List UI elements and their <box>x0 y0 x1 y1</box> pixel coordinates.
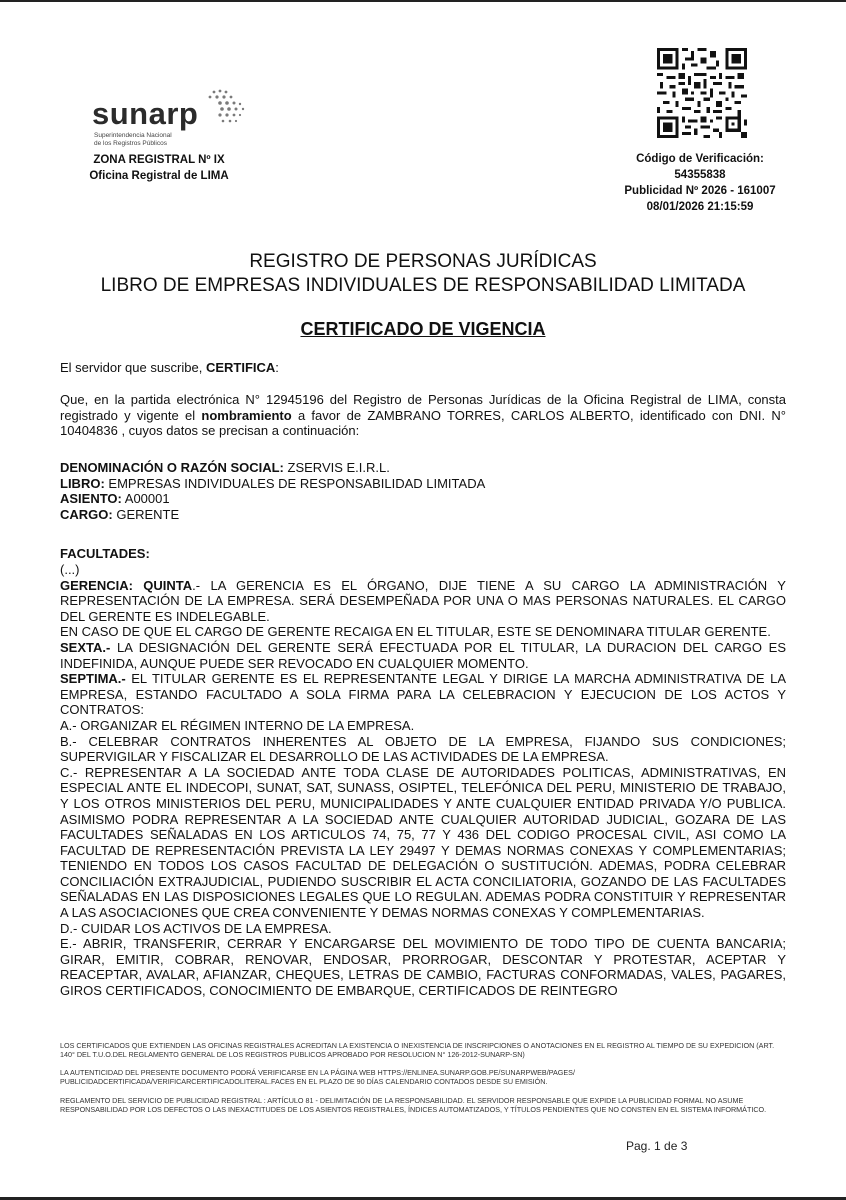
logo-subtitle-1: Superintendencia Nacional <box>94 132 172 139</box>
gerencia-text: .- LA GERENCIA ES EL ÓRGANO, DIJE TIENE A SU CARGO LA ADMINISTRACIÓN Y REPRESENTACIÓN DE LA EMPRESA. SERÁ DESEMPEÑADA POR UNA O MAS PERSONAS NATURALES. EL CARGO DEL GERENTE ES INDELEGABLE. <box>60 577 786 624</box>
field-cargo <box>60 507 786 523</box>
logo-dots-icon <box>200 88 248 128</box>
intro-end: : <box>275 360 279 375</box>
clause-d: D.- CUIDAR LOS ACTIVOS DE LA EMPRESA. <box>60 920 332 936</box>
certificate-title: CERTIFICADO DE VIGENCIA <box>300 319 546 339</box>
facultades-ellipsis: (...) <box>60 562 80 577</box>
zona-label: ZONA REGISTRAL Nº IX <box>93 154 225 166</box>
fields-list <box>60 460 786 522</box>
septima-label: SEPTIMA.- <box>60 671 126 687</box>
septima-text: EL TITULAR GERENTE ES EL REPRESENTANTE LEGAL Y DIRIGE LA MARCHA ADMINISTRATIVA DE LA EMPRESA, ESTANDO FACULTADO A SOLA FIRMA PARA LA CELEBRACION Y EJECUCION DE LOS ACTOS Y CONTRATOS: <box>60 671 786 718</box>
verification-block <box>590 151 810 215</box>
clause-c: C.- REPRESENTAR A LA SOCIEDAD ANTE TODA CLASE DE AUTORIDADES POLITICAS, ADMINISTRATIVAS, EN ESPECIAL ANTE EL INDECOPI, SUNAT, SAT, SUNASS, OSIPTEL, TELEFÓNICA DEL PERU, MINISTERIO DE TRABAJO, Y LOS OTROS MINISTERIOS DEL PERU, MUNICIPALIDADES Y ANTE CUALQUIER ENTIDAD PRIVADA Y/O PUBLICA. ASIMISMO PODRA REPRESENTAR A LA SOCIEDAD ANTE CUALQUIER AUTORIDAD JUDICIAL, GOZARA DE LAS FACULTADES SEÑALADAS EN LOS ARTICULOS 74, 75, 77 Y 436 DEL CODIGO PROCESAL CIVIL, ASI COMO LA FACULTAD DE REPRESENTACIÓN PREVISTA LA LEY 29497 Y DEMAS NORMAS CONEXAS Y COMPLEMENTARIAS; TENIENDO EN TODOS LOS CASOS FACULTAD DE DELEGACIÓN O SUSTITUCIÓN. ADEMAS, PODRA CELEBRAR CONCILIACIÓN EXTRAJUDICIAL, PUDIENDO SUSCRIBIR EL ACTA CONCILIATORIA, GOZANDO DE LAS FACULTADES SEÑALADAS EN LAS DISPOSICIONES LEGALES QUE LO REGULAN. ADEMAS PODRA CONSTITUIR Y REPRESENTAR A LAS ASOCIACIONES QUE CREA CONVENIENTE Y DEMAS NORMAS CONEXAS Y COMPLEMENTARIAS. <box>60 764 786 921</box>
codigo-value: 54355838 <box>674 169 726 181</box>
field-value: EMPRESAS INDIVIDUALES DE RESPONSABILIDAD LIMITADA <box>104 475 486 491</box>
field-value: ZSERVIS E.I.R.L. <box>283 460 390 475</box>
registry-zone <box>50 152 268 184</box>
titular-clause: EN CASO DE QUE EL CARGO DE GERENTE RECAIGA EN EL TITULAR, ESTE SE DENOMINARA TITULAR GERENTE. <box>60 624 771 640</box>
field-label: ASIENTO: <box>60 491 122 507</box>
footer-note-3: REGLAMENTO DEL SERVICIO DE PUBLICIDAD REGISTRAL : ARTÍCULO 81 - DELIMITACIÓN DE LA RESPONSABILIDAD. EL SERVIDOR RESPONSABLE QUE EXPIDE LA PUBLICIDAD FORMAL NO ASUME RESPONSABILIDAD POR LOS DEFECTOS O LAS INEXACTITUDES DE LOS ASIENTOS REGISTRALES, ÍNDICES AUTOMATIZADOS, Y TÍTULOS PENDIENTES QUE NO CONSTEN EN EL SISTEMA INFORMÁTICO. <box>60 1096 767 1114</box>
field-label: LIBRO: <box>60 475 105 491</box>
sexta-clause <box>60 640 786 671</box>
intro-text: El servidor que suscribe, <box>60 360 206 375</box>
book-title: LIBRO DE EMPRESAS INDIVIDUALES DE RESPONSABILIDAD LIMITADA <box>100 275 746 296</box>
field-label: DENOMINACIÓN O RAZÓN SOCIAL: <box>60 460 284 475</box>
intro-paragraph <box>60 360 786 376</box>
que-text-2: a favor de ZAMBRANO TORRES, CARLOS ALBERTO, identificado con DNI. N° 10404836 , cuyos datos se precisan a continuación: <box>60 407 786 439</box>
field-label: CARGO: <box>60 506 113 522</box>
logo-subtitle-2: de los Registros Públicos <box>94 140 167 147</box>
que-bold: nombramiento <box>201 407 292 423</box>
sexta-label: SEXTA.- <box>60 639 111 655</box>
clause-e: E.- ABRIR, TRANSFERIR, CERRAR Y ENCARGARSE DEL MOVIMIENTO DE TODO TIPO DE CUENTA BANCARIA; GIRAR, EMITIR, COBRAR, RENOVAR, ENDOSAR, PRORROGAR, DESCONTAR Y PROTESTAR, ACEPTAR Y REACEPTAR, AVALAR, AFIANZAR, CHEQUES, LETRAS DE CAMBIO, FACTURAS CONFORMADAS, VALES, PAGARES, GIROS CERTIFICADOS, CONOCIMIENTO DE EMBARQUE, CERTIFICADOS DE REINTEGRO <box>60 936 786 999</box>
oficina-label: Oficina Registral de LIMA <box>89 170 229 182</box>
clause-a: A.- ORGANIZAR EL RÉGIMEN INTERNO DE LA EMPRESA. <box>60 717 415 733</box>
que-text-1: Que, en la partida electrónica N° 12945196 del Registro de Personas Jurídicas de la Oficina Registral de LIMA, consta registrado y vigente el <box>60 392 786 423</box>
registry-title: REGISTRO DE PERSONAS JURÍDICAS <box>249 251 597 272</box>
codigo-label: Código de Verificación: <box>636 153 764 165</box>
field-value: GERENTE <box>112 506 180 522</box>
field-razon-social <box>60 460 786 476</box>
septima-clause <box>60 671 786 718</box>
sexta-text: LA DESIGNACIÓN DEL GERENTE SERÁ EFECTUADA POR EL TITULAR, LA DURACION DEL CARGO ES INDEFINIDA, AUNQUE PUEDE SER REVOCADO EN CUALQUIER MOMENTO. <box>60 639 786 671</box>
intro-bold: CERTIFICA <box>205 360 276 375</box>
field-libro <box>60 476 786 492</box>
field-asiento <box>60 491 786 507</box>
clause-b: B.- CELEBRAR CONTRATOS INHERENTES AL OBJETO DE LA EMPRESA, FIJANDO SUS CONDICIONES; SUPERVIGILAR Y FISCALIZAR EL DESARROLLO DE LAS ACTIVIDADES DE LA EMPRESA. <box>60 733 786 765</box>
gerencia-clause <box>60 578 786 625</box>
facultades-heading: FACULTADES: <box>60 546 150 561</box>
issue-datetime: 08/01/2026 21:15:59 <box>646 201 754 213</box>
top-border <box>0 0 846 2</box>
facultades-body <box>60 562 786 999</box>
page-number: Pag. 1 de 3 <box>626 1139 688 1153</box>
gerencia-label: GERENCIA: QUINTA <box>60 577 193 593</box>
logo-wordmark: sunarp <box>92 96 199 131</box>
field-value: A00001 <box>121 491 170 507</box>
qr-code-icon <box>657 48 747 138</box>
footer-note-1: LOS CERTIFICADOS QUE EXTIENDEN LAS OFICINAS REGISTRALES ACREDITAN LA EXISTENCIA O INEXISTENCIA DE INSCRIPCIONES O ANOTACIONES EN EL REGISTRO AL TIEMPO DE SU EXPEDICION (ART. 140° DEL T.U.O.DEL REGLAMENTO GENERAL DE LOS REGISTROS PUBLICOS APROBADO POR RESOLUCION N° 126-2012-SUNARP-SN) <box>60 1041 775 1059</box>
publicidad-number: Publicidad Nº 2026 - 161007 <box>624 185 776 197</box>
que-paragraph <box>60 392 786 439</box>
sunarp-logo <box>92 88 252 150</box>
footer-note-2: LA AUTENTICIDAD DEL PRESENTE DOCUMENTO PODRÁ VERIFICARSE EN LA PÁGINA WEB HTTPS://ENLINEA.SUNARP.GOB.PE/SUNARPWEB/PAGES/ PUBLICIDADCERTIFICADA/VERIFICARCERTIFICADOLITERAL.FACES EN EL PLAZO DE 90 DÍAS CALENDARIO CONTADOS DESDE SU EMISIÓN. <box>60 1068 575 1086</box>
